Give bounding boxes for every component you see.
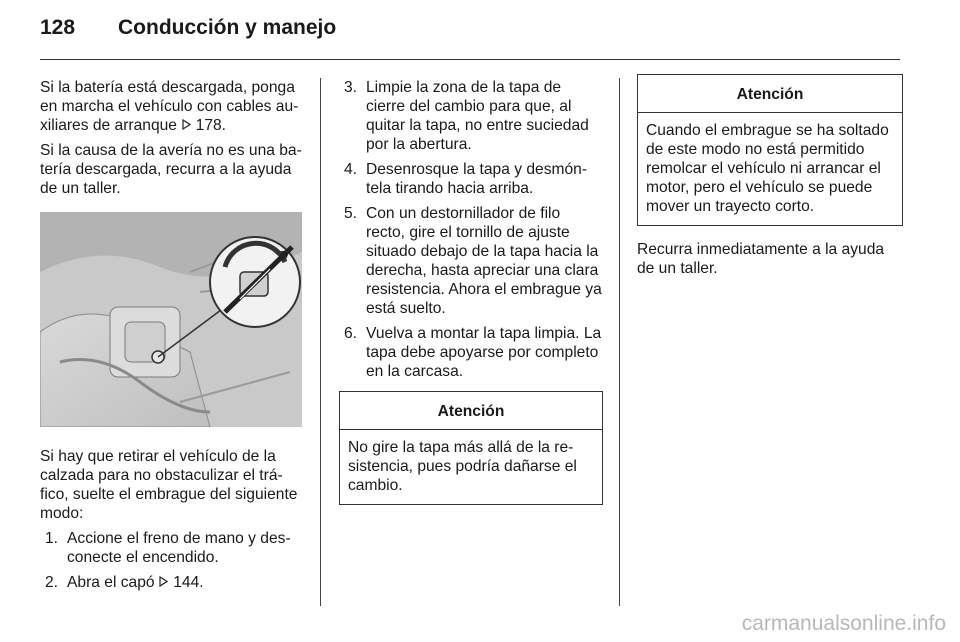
header-divider	[40, 59, 900, 60]
warning-text: Cuando el embrague se ha soltado de este modo no está permitido remolcar el vehículo ni arrancar el motor, pero el vehículo se puede mover un trayecto corto.	[646, 122, 889, 215]
step-number: 5.	[344, 205, 358, 222]
column-3	[637, 78, 903, 284]
list-item	[339, 204, 603, 318]
reference-arrow-icon	[159, 573, 169, 592]
list-item	[40, 573, 304, 592]
page-number: 128	[40, 16, 76, 39]
step-number: 4.	[344, 161, 358, 178]
step-text: Vuelva a montar la tapa limpia. La tapa debe apoyarse por completo en la carcasa.	[366, 325, 602, 380]
paragraph: Si hay que retirar el vehículo de la calzada para no obstaculizar el tráfico, suelte el embrague del siguiente modo:	[40, 448, 298, 522]
step-text: Accione el freno de mano y desconecte el encendido.	[67, 530, 291, 566]
warning-text: No gire la tapa más allá de la resistencia, pues podría dañarse el cambio.	[348, 439, 577, 494]
reference-arrow-icon	[181, 116, 191, 135]
paragraph: Recurra inmediatamente a la ayuda de un taller.	[637, 241, 885, 277]
list-item	[339, 78, 603, 154]
watermark: carmanualsonline.info	[741, 612, 946, 635]
list-item	[339, 324, 603, 381]
warning-title: Atención	[638, 75, 902, 113]
paragraph: Si la causa de la avería no es una batería descargada, recurra a la ayuda de un taller.	[40, 142, 302, 197]
step-number: 2.	[45, 574, 59, 591]
step-text: Desenrosque la tapa y desmóntela tirando hacia arriba.	[366, 161, 588, 197]
page-header	[40, 16, 900, 56]
step-text: Con un destornillador de filo recto, gire el tornillo de ajuste situado debajo de la tapa hacia la derecha, hasta apreciar una clara resistencia. Ahora el embrague ya está suelto.	[366, 205, 602, 317]
column-2	[339, 78, 603, 505]
paragraph	[40, 78, 304, 135]
steps-list	[339, 78, 603, 381]
step-text: Abra el capó	[67, 574, 155, 591]
step-number: 1.	[45, 530, 59, 547]
page-reference[interactable]: 178.	[195, 117, 227, 134]
page-reference[interactable]: 144.	[173, 574, 204, 591]
page-title: Conducción y manejo	[118, 16, 337, 39]
column-divider	[320, 78, 321, 606]
gearbox-cover-screwdriver-illustration	[40, 212, 302, 427]
column-1	[40, 78, 304, 598]
paragraph-text: Si la batería está descargada, ponga en marcha el vehículo con cables auxiliares de arranque	[40, 79, 299, 134]
warning-box	[637, 74, 903, 226]
step-number: 6.	[344, 325, 358, 342]
step-number: 3.	[344, 79, 358, 96]
warning-box	[339, 391, 603, 505]
step-text: Limpie la zona de la tapa de cierre del cambio para que, al quitar la tapa, no entre suciedad por la abertura.	[366, 79, 589, 153]
list-item	[339, 160, 603, 198]
steps-list	[40, 529, 304, 592]
list-item	[40, 529, 304, 567]
warning-title: Atención	[340, 392, 602, 430]
column-divider	[619, 78, 620, 606]
